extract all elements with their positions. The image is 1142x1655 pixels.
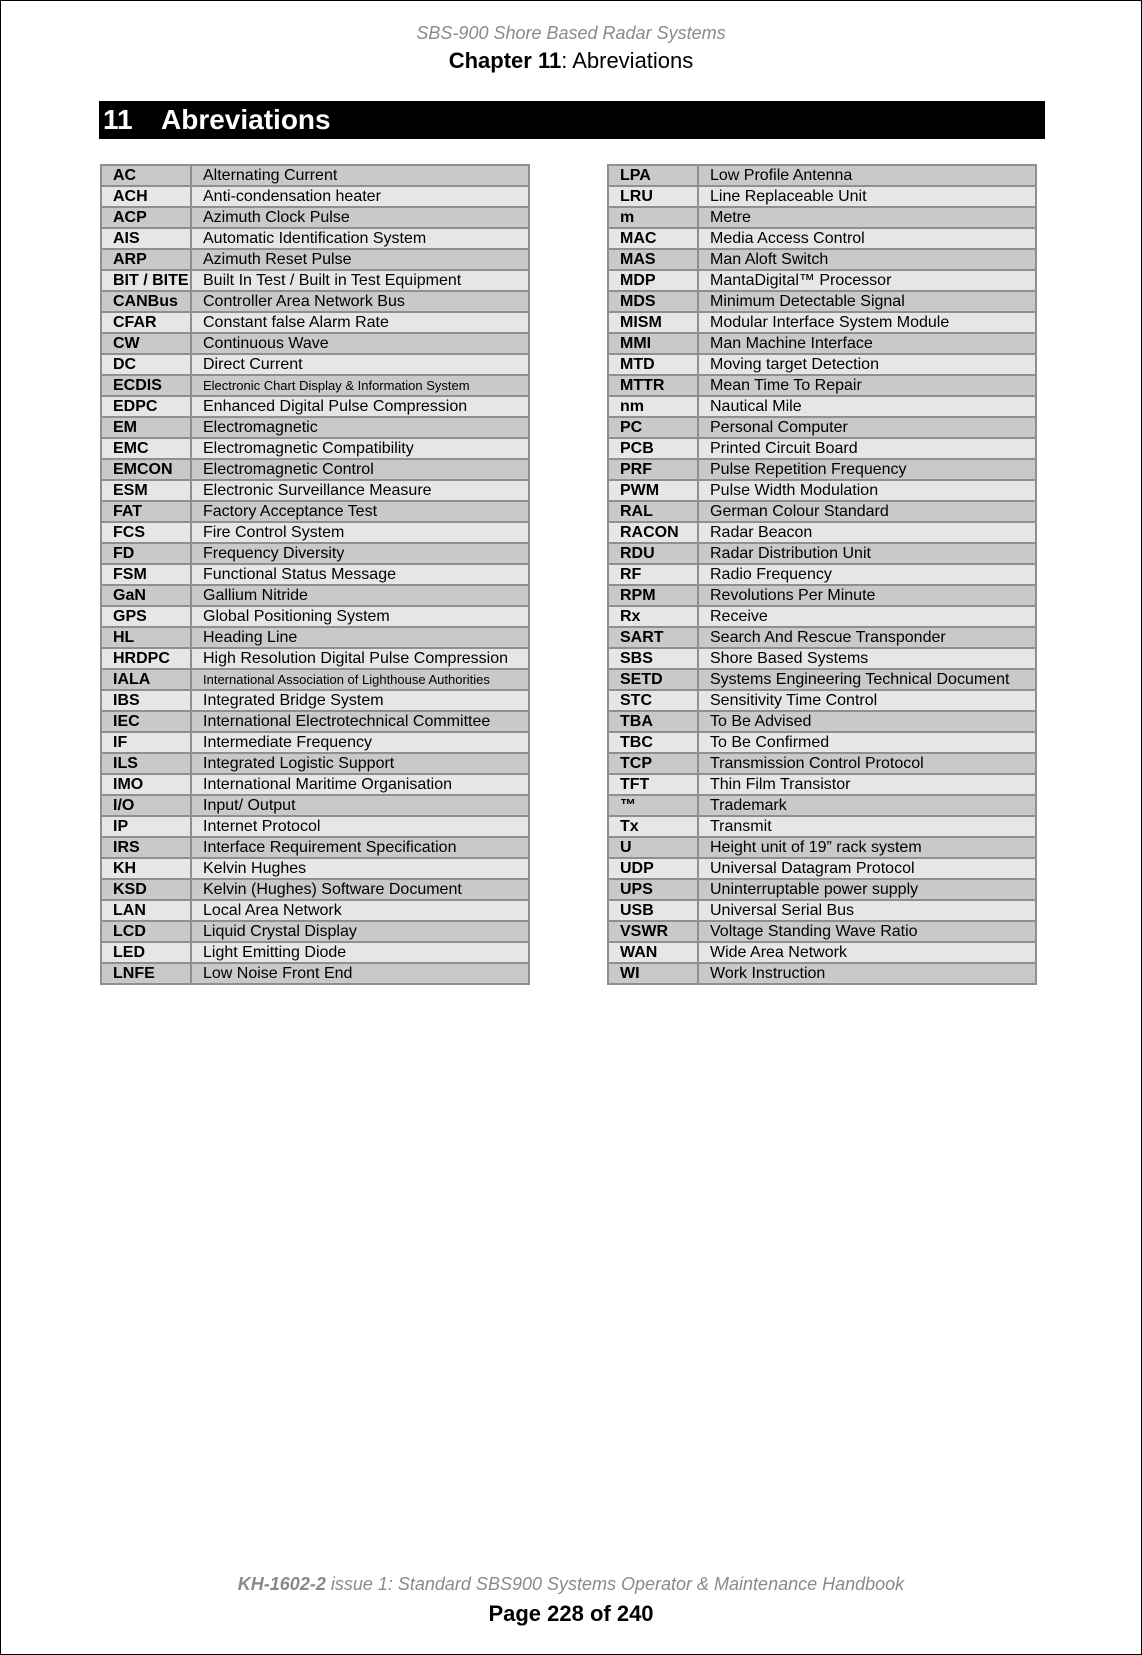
abbreviation-code: MAS: [608, 249, 698, 270]
abbreviation-definition: Enhanced Digital Pulse Compression: [191, 396, 529, 417]
abbreviation-code: nm: [608, 396, 698, 417]
abbreviation-code: IMO: [101, 774, 191, 795]
table-row: [101, 564, 529, 585]
abbreviation-code: HRDPC: [101, 648, 191, 669]
table-row: [101, 774, 529, 795]
table-row: [101, 732, 529, 753]
abbreviation-definition: Voltage Standing Wave Ratio: [698, 921, 1036, 942]
abbreviation-code: LNFE: [101, 963, 191, 984]
table-row: [608, 858, 1036, 879]
abbreviation-code: SBS: [608, 648, 698, 669]
table-row: [608, 312, 1036, 333]
abbreviation-definition: Electronic Surveillance Measure: [191, 480, 529, 501]
abbreviation-definition: Nautical Mile: [698, 396, 1036, 417]
chapter-label: Chapter 11: [448, 48, 562, 73]
abbreviation-code: DC: [101, 354, 191, 375]
abbreviation-definition: Man Machine Interface: [698, 333, 1036, 354]
abbreviation-code: STC: [608, 690, 698, 711]
table-row: [608, 606, 1036, 627]
abbreviation-definition: Frequency Diversity: [191, 543, 529, 564]
abbreviation-code: IALA: [101, 669, 191, 690]
abbreviation-code: FAT: [101, 501, 191, 522]
abbreviation-definition: To Be Confirmed: [698, 732, 1036, 753]
abbreviation-definition: Media Access Control: [698, 228, 1036, 249]
abbreviation-code: m: [608, 207, 698, 228]
abbreviation-definition: Kelvin (Hughes) Software Document: [191, 879, 529, 900]
abbreviations-table-left: [100, 164, 530, 985]
table-row: [101, 522, 529, 543]
abbreviation-code: ACP: [101, 207, 191, 228]
table-row: [608, 438, 1036, 459]
table-row: [101, 900, 529, 921]
abbreviation-definition: Global Positioning System: [191, 606, 529, 627]
abbreviation-definition: Factory Acceptance Test: [191, 501, 529, 522]
abbreviation-definition: Kelvin Hughes: [191, 858, 529, 879]
abbreviation-code: IP: [101, 816, 191, 837]
abbreviation-definition: Receive: [698, 606, 1036, 627]
abbreviation-code: IBS: [101, 690, 191, 711]
abbreviation-code: LCD: [101, 921, 191, 942]
abbreviation-definition: Low Noise Front End: [191, 963, 529, 984]
table-row: [101, 858, 529, 879]
abbreviation-definition: Automatic Identification System: [191, 228, 529, 249]
table-row: [101, 354, 529, 375]
abbreviation-code: ARP: [101, 249, 191, 270]
abbreviation-definition: Constant false Alarm Rate: [191, 312, 529, 333]
table-row: [608, 690, 1036, 711]
abbreviation-code: KH: [101, 858, 191, 879]
table-row: [101, 648, 529, 669]
table-row: [608, 186, 1036, 207]
abbreviation-definition: Metre: [698, 207, 1036, 228]
abbreviation-code: FCS: [101, 522, 191, 543]
section-number: 11: [103, 104, 133, 135]
table-row: [101, 438, 529, 459]
abbreviation-definition: Radio Frequency: [698, 564, 1036, 585]
table-row: [608, 816, 1036, 837]
section-heading: [99, 101, 1045, 139]
abbreviation-definition: Thin Film Transistor: [698, 774, 1036, 795]
table-row: [101, 543, 529, 564]
table-row: [608, 711, 1036, 732]
abbreviation-code: TCP: [608, 753, 698, 774]
table-row: [101, 459, 529, 480]
abbreviation-code: ILS: [101, 753, 191, 774]
abbreviation-code: EM: [101, 417, 191, 438]
table-row: [608, 459, 1036, 480]
abbreviation-code: MAC: [608, 228, 698, 249]
abbreviation-definition: Gallium Nitride: [191, 585, 529, 606]
abbreviation-definition: Functional Status Message: [191, 564, 529, 585]
abbreviation-definition: Electromagnetic Control: [191, 459, 529, 480]
abbreviation-code: ECDIS: [101, 375, 191, 396]
abbreviation-definition: MantaDigital™ Processor: [698, 270, 1036, 291]
table-row: [101, 837, 529, 858]
abbreviation-definition: Built In Test / Built in Test Equipment: [191, 270, 529, 291]
abbreviation-code: EMCON: [101, 459, 191, 480]
table-row: [101, 270, 529, 291]
abbreviation-definition: Heading Line: [191, 627, 529, 648]
table-row: [101, 291, 529, 312]
abbreviation-definition: International Maritime Organisation: [191, 774, 529, 795]
table-row: [608, 774, 1036, 795]
table-row: [101, 690, 529, 711]
abbreviation-code: PCB: [608, 438, 698, 459]
chapter-name: : Abreviations: [561, 48, 694, 73]
abbreviation-code: CW: [101, 333, 191, 354]
abbreviation-definition: Revolutions Per Minute: [698, 585, 1036, 606]
abbreviation-definition: Intermediate Frequency: [191, 732, 529, 753]
table-row: [101, 942, 529, 963]
table-row: [608, 585, 1036, 606]
abbreviation-definition: Integrated Bridge System: [191, 690, 529, 711]
abbreviation-definition: Trademark: [698, 795, 1036, 816]
table-row: [101, 879, 529, 900]
table-row: [101, 228, 529, 249]
abbreviation-code: TBA: [608, 711, 698, 732]
table-row: [101, 249, 529, 270]
table-row: [608, 900, 1036, 921]
table-row: [608, 648, 1036, 669]
abbreviation-code: PC: [608, 417, 698, 438]
table-row: [608, 879, 1036, 900]
abbreviation-definition: Pulse Repetition Frequency: [698, 459, 1036, 480]
table-row: [608, 165, 1036, 186]
abbreviation-definition: Azimuth Clock Pulse: [191, 207, 529, 228]
table-row: [608, 375, 1036, 396]
table-row: [608, 753, 1036, 774]
table-row: [101, 816, 529, 837]
abbreviation-code: USB: [608, 900, 698, 921]
table-row: [608, 354, 1036, 375]
table-row: [608, 270, 1036, 291]
abbreviation-code: MDP: [608, 270, 698, 291]
table-row: [101, 585, 529, 606]
abbreviation-code: RDU: [608, 543, 698, 564]
abbreviation-definition: Modular Interface System Module: [698, 312, 1036, 333]
abbreviation-code: WAN: [608, 942, 698, 963]
abbreviation-code: MTTR: [608, 375, 698, 396]
abbreviation-code: LPA: [608, 165, 698, 186]
table-row: [608, 522, 1036, 543]
table-row: [101, 417, 529, 438]
abbreviation-definition: Transmission Control Protocol: [698, 753, 1036, 774]
table-row: [101, 501, 529, 522]
abbreviation-definition: Printed Circuit Board: [698, 438, 1036, 459]
abbreviation-code: BIT / BITE: [101, 270, 191, 291]
abbreviation-code: GaN: [101, 585, 191, 606]
abbreviation-definition: Electromagnetic: [191, 417, 529, 438]
abbreviation-definition: Line Replaceable Unit: [698, 186, 1036, 207]
abbreviation-code: UDP: [608, 858, 698, 879]
abbreviation-definition: Anti-condensation heater: [191, 186, 529, 207]
table-row: [101, 207, 529, 228]
footer-document-info: [1, 1574, 1141, 1595]
abbreviation-definition: Systems Engineering Technical Document: [698, 669, 1036, 690]
footer-doc-code: KH-1602-2: [237, 1574, 326, 1594]
abbreviation-code: RPM: [608, 585, 698, 606]
abbreviation-definition: International Electrotechnical Committee: [191, 711, 529, 732]
abbreviation-code: PWM: [608, 480, 698, 501]
table-row: [101, 312, 529, 333]
abbreviation-definition: Continuous Wave: [191, 333, 529, 354]
table-row: [608, 669, 1036, 690]
abbreviation-code: U: [608, 837, 698, 858]
abbreviation-code: AC: [101, 165, 191, 186]
abbreviation-definition: Radar Beacon: [698, 522, 1036, 543]
abbreviation-definition: Electromagnetic Compatibility: [191, 438, 529, 459]
table-row: [101, 165, 529, 186]
abbreviation-code: TBC: [608, 732, 698, 753]
abbreviation-code: RF: [608, 564, 698, 585]
abbreviation-definition: Electronic Chart Display & Information System: [191, 375, 529, 396]
table-row: [608, 207, 1036, 228]
abbreviation-code: TFT: [608, 774, 698, 795]
abbreviation-code: EMC: [101, 438, 191, 459]
section-title: Abreviations: [161, 104, 331, 135]
abbreviation-code: MISM: [608, 312, 698, 333]
abbreviation-code: SETD: [608, 669, 698, 690]
abbreviation-code: Tx: [608, 816, 698, 837]
table-row: [608, 480, 1036, 501]
abbreviation-code: MTD: [608, 354, 698, 375]
abbreviation-definition: Radar Distribution Unit: [698, 543, 1036, 564]
abbreviation-code: IRS: [101, 837, 191, 858]
table-row: [608, 921, 1036, 942]
table-row: [608, 627, 1036, 648]
abbreviation-code: UPS: [608, 879, 698, 900]
abbreviation-code: IF: [101, 732, 191, 753]
abbreviation-definition: Interface Requirement Specification: [191, 837, 529, 858]
abbreviation-code: LAN: [101, 900, 191, 921]
abbreviation-definition: Pulse Width Modulation: [698, 480, 1036, 501]
abbreviation-definition: International Association of Lighthouse Authorities: [191, 669, 529, 690]
abbreviation-definition: Internet Protocol: [191, 816, 529, 837]
abbreviation-code: ™: [608, 795, 698, 816]
abbreviations-table-right: [607, 164, 1037, 985]
abbreviation-code: RACON: [608, 522, 698, 543]
document-header-title: SBS-900 Shore Based Radar Systems: [416, 23, 726, 43]
abbreviation-definition: Personal Computer: [698, 417, 1036, 438]
table-row: [101, 480, 529, 501]
table-row: [101, 627, 529, 648]
abbreviation-code: SART: [608, 627, 698, 648]
page-number: Page 228 of 240: [488, 1601, 654, 1626]
table-row: [101, 669, 529, 690]
abbreviation-definition: Height unit of 19” rack system: [698, 837, 1036, 858]
abbreviation-definition: Universal Serial Bus: [698, 900, 1036, 921]
table-row: [101, 333, 529, 354]
table-row: [101, 963, 529, 984]
abbreviation-code: PRF: [608, 459, 698, 480]
abbreviation-code: MMI: [608, 333, 698, 354]
abbreviation-code: FD: [101, 543, 191, 564]
abbreviation-code: I/O: [101, 795, 191, 816]
abbreviation-definition: Wide Area Network: [698, 942, 1036, 963]
abbreviation-definition: Liquid Crystal Display: [191, 921, 529, 942]
table-row: [608, 396, 1036, 417]
abbreviation-code: CFAR: [101, 312, 191, 333]
table-row: [608, 837, 1036, 858]
table-row: [608, 564, 1036, 585]
abbreviation-definition: Direct Current: [191, 354, 529, 375]
abbreviation-definition: Low Profile Antenna: [698, 165, 1036, 186]
abbreviation-code: LRU: [608, 186, 698, 207]
abbreviation-code: LED: [101, 942, 191, 963]
table-row: [608, 228, 1036, 249]
abbreviation-code: EDPC: [101, 396, 191, 417]
table-row: [101, 795, 529, 816]
abbreviation-definition: Universal Datagram Protocol: [698, 858, 1036, 879]
table-row: [101, 186, 529, 207]
table-row: [101, 921, 529, 942]
abbreviation-code: Rx: [608, 606, 698, 627]
abbreviation-definition: High Resolution Digital Pulse Compression: [191, 648, 529, 669]
table-row: [608, 732, 1036, 753]
table-row: [608, 543, 1036, 564]
abbreviation-code: ACH: [101, 186, 191, 207]
abbreviation-code: AIS: [101, 228, 191, 249]
abbreviation-definition: Minimum Detectable Signal: [698, 291, 1036, 312]
table-row: [608, 501, 1036, 522]
abbreviation-definition: To Be Advised: [698, 711, 1036, 732]
abbreviation-definition: Transmit: [698, 816, 1036, 837]
abbreviation-code: HL: [101, 627, 191, 648]
abbreviation-definition: Search And Rescue Transponder: [698, 627, 1036, 648]
abbreviation-definition: Sensitivity Time Control: [698, 690, 1036, 711]
abbreviation-definition: Shore Based Systems: [698, 648, 1036, 669]
table-row: [608, 333, 1036, 354]
abbreviation-code: ESM: [101, 480, 191, 501]
abbreviation-code: IEC: [101, 711, 191, 732]
abbreviation-code: WI: [608, 963, 698, 984]
abbreviation-definition: Controller Area Network Bus: [191, 291, 529, 312]
abbreviation-code: VSWR: [608, 921, 698, 942]
abbreviation-definition: Mean Time To Repair: [698, 375, 1036, 396]
abbreviation-code: MDS: [608, 291, 698, 312]
chapter-title: [1, 48, 1141, 74]
table-row: [101, 606, 529, 627]
table-row: [101, 375, 529, 396]
table-row: [101, 396, 529, 417]
table-row: [608, 249, 1036, 270]
table-row: [101, 711, 529, 732]
abbreviation-definition: Azimuth Reset Pulse: [191, 249, 529, 270]
abbreviation-code: FSM: [101, 564, 191, 585]
abbreviation-definition: Integrated Logistic Support: [191, 753, 529, 774]
abbreviation-definition: Fire Control System: [191, 522, 529, 543]
table-row: [608, 795, 1036, 816]
abbreviation-definition: Uninterruptable power supply: [698, 879, 1036, 900]
abbreviation-definition: Alternating Current: [191, 165, 529, 186]
abbreviation-code: RAL: [608, 501, 698, 522]
footer-doc-desc: issue 1: Standard SBS900 Systems Operator & Maintenance Handbook: [325, 1574, 905, 1594]
abbreviation-definition: Man Aloft Switch: [698, 249, 1036, 270]
table-row: [608, 963, 1036, 984]
abbreviation-definition: Moving target Detection: [698, 354, 1036, 375]
table-row: [608, 417, 1036, 438]
table-row: [101, 753, 529, 774]
abbreviation-code: GPS: [101, 606, 191, 627]
table-row: [608, 291, 1036, 312]
abbreviation-definition: Input/ Output: [191, 795, 529, 816]
abbreviation-definition: Light Emitting Diode: [191, 942, 529, 963]
abbreviation-definition: Work Instruction: [698, 963, 1036, 984]
abbreviation-definition: Local Area Network: [191, 900, 529, 921]
abbreviation-code: CANBus: [101, 291, 191, 312]
abbreviation-code: KSD: [101, 879, 191, 900]
abbreviation-definition: German Colour Standard: [698, 501, 1036, 522]
table-row: [608, 942, 1036, 963]
